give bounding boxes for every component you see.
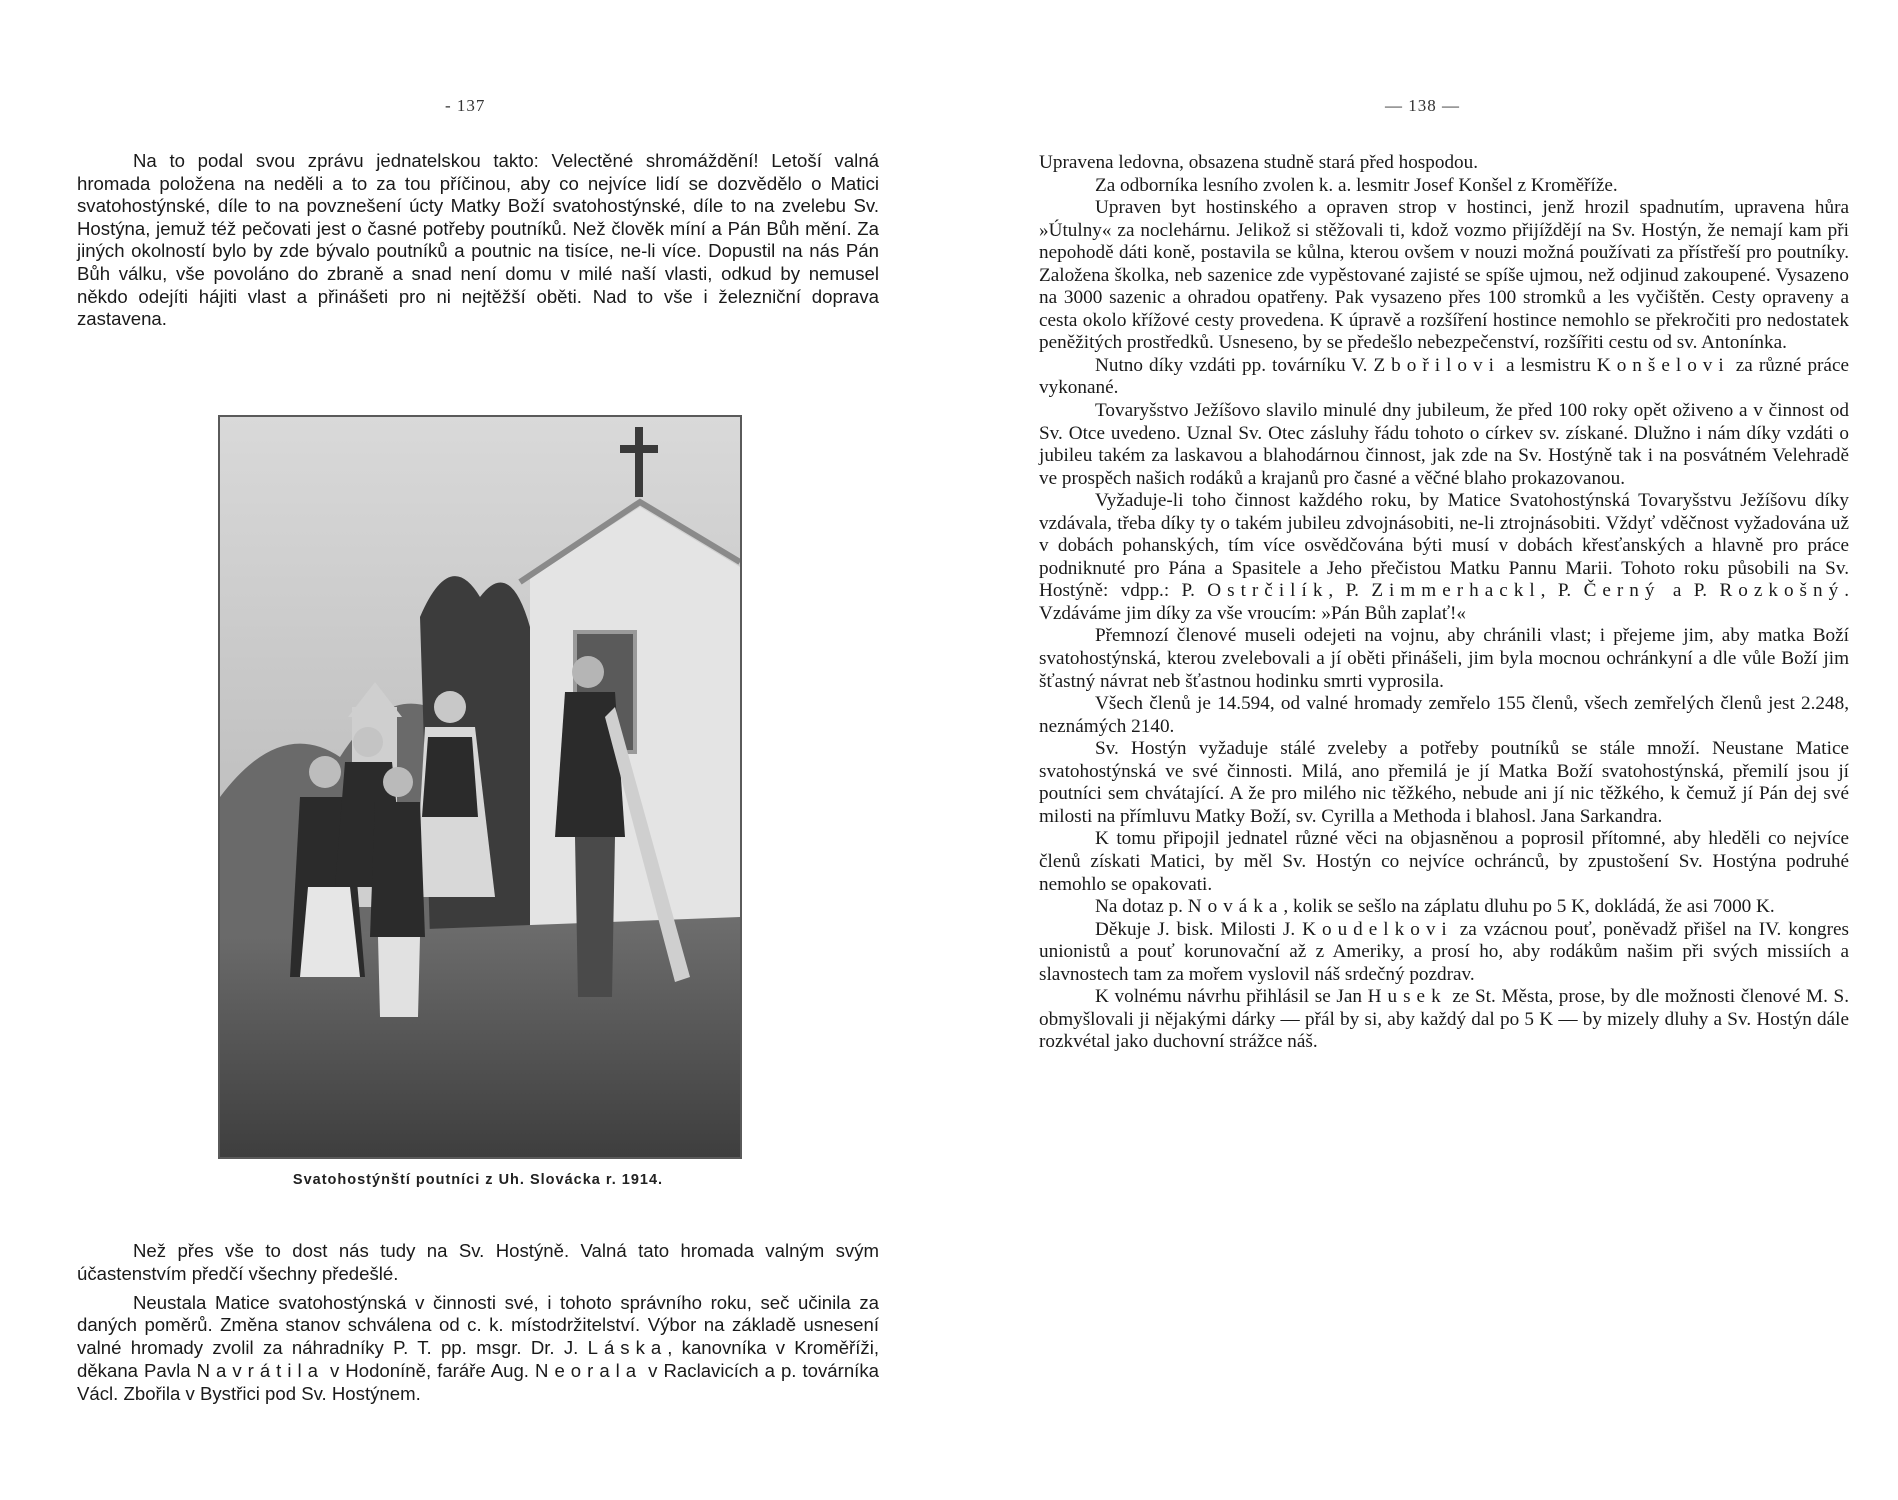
paragraph xyxy=(1039,896,1849,919)
paragraph: Na to podal svou zprávu jednatelskou takto: Velectěné shromáždění! Letoší valná hromada položena na neděli a to za tou příčinou, aby co nejvíce lidí se dozvědělo o Matici svatohostýnské, díle to na povznešení úcty Matky Boží svatohostýnské, díle to na zvelebu Sv. Hostýna, jemuž též pečovati jest o časné potřeby poutníků. Než člověk míní a Pán Bůh mění. Za jiných okolností bylo by zde bývalo poutníků a poutnic na tisíce, ne-li více. Dopustil na nás Pán Bůh válku, vše povoláno do zbraně a snad není domu v milé naší vlasti, odkud by nemusel někdo odejíti hájiti vlast a přinášeti pro ni nejtěžší oběti. Nad to vše i železniční doprava zastavena. xyxy=(77,150,879,330)
person-name: Černý xyxy=(1583,580,1661,602)
text-run: Nutno díky vzdáti pp. továrníku V. xyxy=(1095,354,1374,376)
paragraph: Než přes vše to dost nás tudy na Sv. Hostýně. Valná tato hromada valným svým účastenstvím předčí všechny předešlé. xyxy=(77,1240,879,1284)
right-page xyxy=(949,0,1898,1500)
person-name: Koudelkovi xyxy=(1302,918,1453,940)
paragraph: K tomu připojil jednatel různé věci na objasněnou a poprosil přítomné, aby hleděli co nejvíce členů získati Matici, by měl Sv. Hostýn co nejvíce ochránců, by zpustošení Sv. Hostýna podruhé nemohlo se opakovati. xyxy=(1039,828,1849,895)
paragraph xyxy=(1039,355,1849,400)
text-run: za vzácnou pouť, poněvadž přišel na IV. kongres unionistů a pouť korunovační až z Ameriky, a prosí ho, aby rodákům našim při svých missiích a slavnostech tam za mořem vyslovil náš srdečný pozdrav. xyxy=(1039,918,1849,985)
left-bottom-text xyxy=(77,1240,879,1406)
paragraph xyxy=(77,1292,879,1406)
text-run: , kanovníka v Kroměříži, děkana Pavla xyxy=(77,1337,879,1381)
person-name: Navrátila xyxy=(196,1359,324,1381)
text-run: Děkuje J. bisk. Milosti J. xyxy=(1095,918,1303,940)
person-name: Neorala xyxy=(535,1359,643,1381)
text-run: za různé práce vykonané. xyxy=(1039,354,1849,399)
paragraph: Za odborníka lesního zvolen k. a. lesmitr Josef Konšel z Kroměříže. xyxy=(1095,174,1618,196)
page-number: — 138 — xyxy=(1385,96,1460,115)
paragraph: Všech členů je 14.594, od valné hromady zemřelo 155 členů, všech zemřelých členů jest 2.248, neznámých 2140. xyxy=(1039,693,1849,737)
text-run: a lesmistru xyxy=(1499,354,1597,376)
text-run: v Hodoníně, faráře Aug. xyxy=(323,1359,536,1381)
paragraph xyxy=(1039,919,1849,987)
pilgrims-photo xyxy=(218,415,742,1159)
text-run: , P. xyxy=(1540,580,1584,602)
person-name: Zimmerhackl xyxy=(1371,580,1541,602)
person-name: Konšelovi xyxy=(1596,354,1730,376)
text-run: Vyžaduje-li toho činnost každého roku, by Matice Svatohostýnská Tovaryšstvu Ježíšovu díky vzdávala, třeba díky ty o takém jubileu zdvojnásobiti, ne-li ztrojnásobiti. Vždyť vděčnost vyžadována už v dobách pohanských, tím více osvědčována býti musí v dobách křesťanských a hlavně pro práce podniknuté pro Pána a Spasitele a Jeho přečistou Matku Pannu Marii. Tohoto roku působili na Sv. Hostýně: vdpp.: P. xyxy=(1039,490,1849,602)
text-run: , P. xyxy=(1328,580,1372,602)
text-run: Neustala Matice svatohostýnská v činnosti své, i tohoto správního roku, seč učinila za daných poměrů. Změna stanov schválena od c. k. místodržitelství. Výbor na základě usnesení valné hromady zvolil za náhradníky P. T. pp. msgr. Dr. J. xyxy=(77,1291,879,1359)
left-top-text xyxy=(77,150,879,331)
page-number: - 137 xyxy=(445,96,486,115)
paragraph: Přemnozí členové museli odejeti na vojnu, aby chránili vlast; i přejeme jim, aby matka Boží svatohostýnská, kterou zvelebovali a jí oběti přinášeli, jim byla mocnou ochránkyní a dle vůle Boží jim šťastný návrat neb šťastnou hodinku smrti vyprosila. xyxy=(1039,625,1849,692)
person-name: Láska xyxy=(587,1337,668,1359)
person-name: Husek xyxy=(1367,986,1447,1008)
person-name: Rozkošný xyxy=(1719,580,1845,602)
text-run: ze St. Města, prose, by dle možnosti členové M. S. obmyšlovali ji nějakými dárky — přál by si, aby každý dal po 5 K — by mizely dluhy a Sv. Hostýn dále rozkvétal jako duchovní strážce náš. xyxy=(1039,986,1850,1053)
text-run: K volnému návrhu přihlásil se Jan xyxy=(1095,986,1368,1008)
text-run: , kolik se sešlo na záplatu dluhu po 5 K, dokládá, že asi 7000 K. xyxy=(1283,896,1775,918)
photo-caption: Svatohostýnští poutníci z Uh. Slovácka r. 1914. xyxy=(292,1172,664,1188)
person-name: Zbořilovi xyxy=(1373,354,1500,376)
text-run: . Vzdáváme jim díky za vše vroucím: »Pán Bůh zaplať!« xyxy=(1039,580,1849,624)
paragraph: Sv. Hostýn vyžaduje stálé zveleby a potřeby poutníků se stále množí. Neustane Matice svatohostýnská ve své činnosti. Milá, ano přemilá je jí Matka Boží svatohostýnská, přemilí jsou jí poutníci sem chvátající. A že pro milého nic těžkého, nebude ani jí nic těžkého, k čemuž jí Pán dej své milosti na přímluvu Matky Boží, sv. Cyrilla a Methoda i blahosl. Jana Sarkandra. xyxy=(1039,738,1849,827)
person-name: Nováka xyxy=(1187,896,1284,918)
paragraph: Upraven byt hostinského a opraven strop v hostinci, jenž hrozil spadnutím, upravena hůra »Útulny« za noclehárnu. Jelikož si stěžovali ti, kdož vozmo přijíždějí na Sv. Hostýn, že nemají kam při nepohodě dáti koně, postavila se kůlna, kterou ovšem v nouzi možná používati za přístřeší pro poutníky. Založena školka, neb sazenice zde vypěstované zajisté se spíše ujmou, než odjinud zakoupené. Vysazeno na 3000 sazenic a ohradou opatřeny. Pak vysazeno přes 100 stromků a les vyčištěn. Cesty opraveny a cesta okolo křížové cesty provedena. K úpravě a rozšíření hostince nemohlo se překročiti pro nedostatek peněžitých prostředků. Usneseno, by se předešlo nebezpečenství, rozšířiti cestu od sv. Antonínka. xyxy=(1039,197,1849,354)
person-name: Ostrčilík xyxy=(1207,580,1329,602)
paragraph: Tovaryšstvo Ježíšovo slavilo minulé dny jubileum, že před 100 roky opět oživeno a v činnost od Sv. Otce uvedeno. Uznal Sv. Otec zásluhy řádu tohoto o církev sv. získané. Dlužno i nám díky vzdáti o jubileu takém za laskavou a blahodárnou činnost, jak zde na Sv. Hostýně tak i na posvátném Velehradě ve prospěch našich rodáků a krajanů pro časné a věčné blaho prokazovanou. xyxy=(1039,400,1849,489)
paragraph xyxy=(1039,986,1849,1054)
text-run: v Raclavicích a p. továrníka Václ. Zbořila v Bystřici pod Sv. Hostýnem. xyxy=(77,1359,879,1404)
pilgrims-photo-illustration xyxy=(220,417,740,1157)
text-run: Na dotaz p. xyxy=(1095,896,1188,918)
right-text xyxy=(1039,152,1849,1054)
text-run: a P. xyxy=(1660,580,1720,602)
paragraph xyxy=(1039,490,1849,625)
paragraph: Upravena ledovna, obsazena studně stará před hospodou. xyxy=(1039,152,1479,173)
